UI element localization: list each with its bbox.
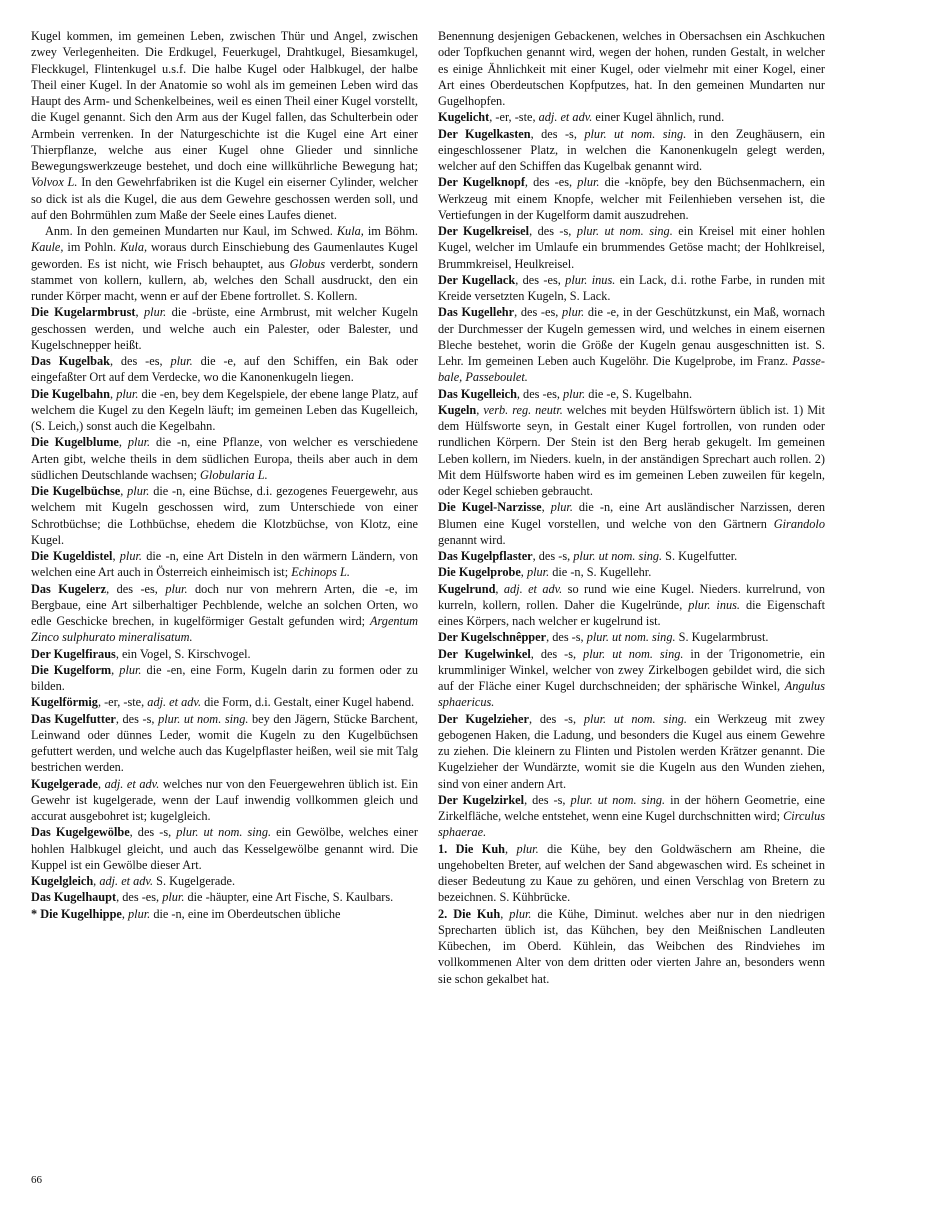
- italic-term: Argentum Zinco sulphurato mineralisatum.: [31, 614, 418, 645]
- entry-text: , des -es,: [116, 890, 163, 905]
- headword: Kugeln: [438, 402, 477, 417]
- italic-term: plur. ut nom. sing.: [586, 630, 676, 645]
- entry-text: S. Kugelfutter.: [662, 549, 738, 563]
- headword: Kugelförmig: [31, 695, 98, 710]
- entry-text: bey den Jägern, Stücke Barchent, Leinwand oder dünnes Leder, womit die Kugeln zu den Kugelbüchsen gefuttert werden, und welche auch das Kugelpflaster heißen, weil sie mit Talg bestrichen werden.: [31, 711, 418, 775]
- entry-text: S. Kugelgerade.: [153, 874, 236, 888]
- entry-text: welches mit beyden Hülfswörtern üblich ist. 1) Mit dem Hülfsworte seyn, in Gestalt einer Kugel fortrollen, von runden oder rundlichen Körpern. Der Stein ist den Berg herab gekugelt. Im gemeinen Leben kollern, im Nieders. kueln, in der anständigen Sprechart auch rollen. 2) Mit dem Hülfsworte haben wird es im gemeinen Leben zuweilen für kegeln, oder Kegel schieben gebraucht.: [438, 402, 825, 498]
- dictionary-entry: [31, 304, 418, 353]
- headword: Das Kugelhaupt: [31, 890, 117, 905]
- italic-term: plur. ut nom. sing.: [576, 224, 673, 238]
- entry-text: die Kühe, bey den Goldwäschern am Rheine, die ungehobelten Breter, auf welchen der Sand abgewaschen wird. Es scheinet in dieser Bedeutung zu Kaue zu gehören, und einen Verschlag von Bretern zu bezeichnen. S. Kühbrücke.: [438, 841, 825, 905]
- entry-text: Kugel kommen, im gemeinen Leben, zwischen Thür und Angel, zwischen zwey Verlegenheiten. Die Erdkugel, Feuerkugel, Drahtkugel, Biesamkugel, Fleckkugel, Flintenkugel u.s.f. Die halbe Kugel oder Halbkugel, der halbe Theil einer Kugel. In der Anatomie so wohl als im gemeinen Leben wird das Haupt des Arm- und Schenkelbeines, weil es einen Theil einer Kugel vorstellt, die Kugel genannt. Sich den Arm aus der Kugel fallen, das Schulterbein oder Armbein verrenken. In der Naturgeschichte ist die Kugel eine Art einer Thierpflanze, welche aus einer Kugel ohne Glieder und sinnliche Bewegungswerkzeuge bestehet, und doch eine willkührliche Bewegung hat;: [31, 29, 418, 173]
- entry-text: die Eigenschaft eines Körpers, nach welcher er kugelrund ist.: [438, 597, 825, 628]
- italic-term: plur.: [526, 565, 550, 580]
- italic-term: adj. et adv.: [503, 581, 563, 596]
- italic-term: Volvox L.: [31, 175, 78, 190]
- entry-text: , ein Vogel, S. Kirschvogel.: [115, 646, 251, 661]
- italic-term: Passe-bale, Passeboulet.: [438, 354, 825, 385]
- entry-text: ,: [500, 906, 510, 921]
- dictionary-entry: [438, 272, 825, 305]
- italic-term: Echinops L.: [291, 565, 350, 580]
- dictionary-entry: [438, 841, 825, 906]
- italic-term: plur. ut nom. sing.: [158, 711, 249, 726]
- headword: Der Kugelknopf: [438, 175, 525, 190]
- entry-text: , -er, -ste,: [489, 110, 539, 125]
- entry-text: S. Kugelarmbrust.: [675, 630, 769, 645]
- dictionary-entry: [31, 483, 418, 548]
- italic-term: Kula,: [336, 224, 364, 238]
- entry-text: ,: [495, 581, 504, 596]
- headword: Der Kugelfiraus: [31, 646, 116, 661]
- entry-text: ,: [111, 662, 120, 677]
- dictionary-entry: [438, 646, 825, 711]
- entry-text: , des -s,: [529, 224, 577, 238]
- entry-text: , des -es,: [514, 305, 562, 320]
- continued-entry: [438, 28, 825, 109]
- italic-term: plur.: [144, 305, 167, 320]
- entry-text: ,: [120, 484, 128, 498]
- entry-text: , des -s,: [528, 711, 584, 726]
- entry-text: doch nur von mehrern Arten, die -e, im Bergbaue, eine Art silberhaltiger Pechblende, welche an solchen Orten, wo edle Geschicke brechen, in kugelförmiger Gestalt gefunden wird;: [31, 581, 418, 628]
- entry-text: , des -s,: [546, 630, 587, 645]
- headword: Kugelgerade: [31, 776, 98, 791]
- dictionary-entry: [31, 662, 418, 695]
- entry-text: die -häupter, eine Art Fische, S. Kaulbars.: [184, 890, 394, 905]
- entry-text: , des -es,: [106, 581, 166, 596]
- dictionary-entry: [31, 581, 418, 646]
- headword: Die Kugeldistel: [31, 549, 113, 563]
- entry-text: ,: [505, 841, 517, 856]
- italic-term: plur. ut nom. sing.: [573, 549, 663, 563]
- italic-term: adj. et adv.: [99, 874, 154, 888]
- headword: Die Kugelprobe: [438, 565, 521, 580]
- entry-text: ,: [121, 906, 129, 921]
- entry-text: die -n, eine im Oberdeutschen übliche: [150, 906, 341, 921]
- italic-term: plur.: [116, 386, 139, 401]
- italic-term: plur.: [509, 906, 532, 921]
- headword: Das Kugelleich: [438, 386, 517, 401]
- dictionary-entry: [31, 28, 418, 223]
- entry-text: , des -es,: [516, 386, 564, 401]
- headword: 1. Die Kuh: [438, 841, 505, 856]
- italic-term: adj. et adv.: [104, 776, 160, 791]
- dictionary-entry: [438, 581, 825, 630]
- headword: 2. Die Kuh: [438, 906, 501, 921]
- headword: * Die Kugelhippe: [31, 906, 122, 921]
- dictionary-entry: [31, 548, 418, 581]
- entry-text: ein Gewölbe, welches einer hohlen Halbkugel gleicht, und auch das Kesselgewölbe genannt wird. Die Kuppel ist ein Gewölbe dieser Art.: [31, 825, 418, 872]
- headword: Die Kugelbahn: [31, 386, 110, 401]
- entry-text: ,: [541, 500, 551, 515]
- italic-term: plur. inus.: [565, 272, 616, 287]
- entry-text: die -n, S. Kugellehr.: [549, 565, 652, 580]
- entry-text: , des -es,: [524, 175, 578, 190]
- headword: Der Kugelzirkel: [438, 792, 525, 807]
- headword: Kugelicht: [438, 110, 490, 125]
- entry-text: woraus durch Einschiebung des Gaumenlautes Kugel geworden. Es ist nicht, wie Frisch behauptet, aus: [31, 240, 418, 271]
- dictionary-entry: [31, 386, 418, 435]
- entry-text: in der Trigonometrie, ein krummliniger Winkel, welcher von zwey Zirkelbogen gebildet wird, die sich auf der Fläche einer Kugel durchschneiden; der sphärische Winkel,: [438, 646, 825, 693]
- italic-term: Circulus sphaerae.: [438, 809, 825, 840]
- headword: Das Kugelpflaster: [438, 549, 533, 563]
- entry-text: die -en, bey dem Kegelspiele, der ebene lange Platz, auf welchem die Kugel zu den Kegeln läuft; im gemeinen Leben das Kugelleich, (S. Leich,) sonst auch die Kegelbahn.: [31, 386, 418, 433]
- italic-term: plur.: [562, 305, 585, 320]
- entry-text: die -brüste, eine Armbrust, mit welcher Kugeln geschossen werden, und welche auch ein Palester, oder Balester, und Kugelschnepper heißt.: [31, 305, 418, 352]
- dictionary-entry: [31, 353, 418, 386]
- entry-text: die -n, eine Art Disteln in den wärmern Ländern, von welchen eine Art auch in Österreich einheimisch ist;: [31, 549, 418, 580]
- dictionary-entry: [438, 109, 825, 125]
- entry-text: die -knöpfe, bey den Büchsenmachern, ein Werkzeug mit einem Knopfe, welcher mit Feilenhieben versehen ist, die Vertiefungen in der Kugelform damit auszudrehen.: [438, 175, 825, 222]
- headword: Die Kugelbüchse: [31, 484, 121, 498]
- dictionary-entry: [438, 792, 825, 841]
- entry-text: ,: [109, 386, 117, 401]
- entry-text: Benennung desjenigen Gebackenen, welches in Obersachsen ein Aschkuchen oder Topfkuchen genannt wird, wegen der hohen, runden Gestalt, in welcher es einige Ähnlichkeit mit einer Kugel, oder vielmehr mit einer Kogel, einer Art eines Oberdeutschen Kopfputzes, hat. In den gemeinen Mundarten nur Gugelhopfen.: [438, 29, 825, 108]
- italic-term: plur.: [516, 841, 539, 856]
- italic-term: plur. ut nom. sing.: [176, 825, 272, 840]
- headword: Kugelrund: [438, 581, 496, 596]
- dictionary-entry: [31, 646, 418, 662]
- headword: Der Kugelzieher: [438, 711, 529, 726]
- entry-text: die -n, eine Pflanze, von welcher es verschiedene Arten gibt, welche theils in dem südlichen Europa, theils aber auch in dem südlichen Deutschlande wachsen;: [31, 435, 418, 482]
- entry-text: in der höhern Geometrie, eine Zirkelfläche, welche entstehet, wenn eine Kugel durchschnitten wird;: [438, 792, 825, 823]
- italic-term: Kula,: [120, 240, 148, 255]
- entry-text: so rund wie eine Kugel. Nieders. kurrelrund, von kurreln, kollern, rollen. Daher die Kugelründe,: [438, 581, 825, 612]
- page-number: 66: [31, 1174, 42, 1186]
- headword: Das Kugelgewölbe: [31, 825, 130, 840]
- dictionary-entry: [31, 694, 418, 710]
- entry-text: , des -s,: [524, 792, 571, 807]
- headword: Die Kugelarmbrust: [31, 305, 136, 320]
- entry-text: die -e, S. Kugelbahn.: [585, 386, 693, 401]
- italic-term: plur. ut nom. sing.: [583, 711, 687, 726]
- entry-text: genannt wird.: [438, 532, 506, 547]
- italic-term: adj. et adv.: [538, 110, 593, 125]
- italic-term: plur.: [550, 500, 573, 515]
- entry-text: im Pohln.: [63, 240, 121, 255]
- entry-text: ,: [520, 565, 527, 580]
- entry-text: ,: [135, 305, 144, 320]
- italic-term: plur.: [162, 890, 185, 905]
- headword: Das Kugelerz: [31, 581, 107, 596]
- dictionary-entry: [438, 499, 825, 548]
- headword: Kugelgleich: [31, 874, 94, 888]
- italic-term: plur.: [563, 386, 586, 401]
- dictionary-entry: [438, 711, 825, 792]
- entry-text: welches nur von den Feuergewehren üblich ist. Ein Gewehr ist kugelgerade, wenn der Lauf inwendig vollkommen gleich und accurat ausgebohret ist; kugelgleich.: [31, 776, 418, 823]
- headword: Die Kugel-Narzisse: [438, 500, 542, 515]
- dictionary-entry: [31, 873, 418, 889]
- entry-text: die Form, d.i. Gestalt, einer Kugel habend.: [201, 695, 415, 710]
- dictionary-entry: [438, 304, 825, 385]
- dictionary-entry: [438, 548, 825, 564]
- headword: Die Kugelform: [31, 662, 112, 677]
- entry-text: einer Kugel ähnlich, rund.: [592, 110, 725, 125]
- italic-term: plur.: [170, 354, 193, 368]
- italic-term: plur.: [128, 906, 151, 921]
- italic-term: Angulus sphaericus.: [438, 679, 825, 710]
- dictionary-entry: [31, 776, 418, 825]
- italic-term: plur.: [127, 484, 150, 498]
- entry-text: im Böhm.: [363, 224, 418, 238]
- italic-term: Kaule,: [31, 240, 64, 255]
- entry-text: , des -s,: [530, 126, 585, 141]
- entry-text: ,: [118, 435, 128, 450]
- entry-text: , des -s,: [115, 711, 159, 726]
- entry-text: In den Gewehrfabriken ist die Kugel ein eiserner Cylinder, welcher so dick ist als die Kugel, die aus dem Gewehre geschossen werden soll, und auf den Bohrmühlen zum Maße der Seele eines Laufes dienet.: [31, 175, 418, 222]
- entry-text: , des -es,: [515, 272, 566, 287]
- italic-term: adj. et adv.: [147, 695, 202, 710]
- headword: Der Kugelkasten: [438, 126, 531, 141]
- entry-text: ein Lack, d.i. rothe Farbe, in runden mit Kreide versetzten Kugeln, S. Lack.: [438, 272, 825, 303]
- dictionary-entry: [438, 629, 825, 645]
- entry-text: die -e, in der Geschützkunst, ein Maß, wornach der Durchmesser der Kugeln gemessen wird, und welches in einem eisernen Bleche bestehet, worin die Größe der Kugeln genau ausgeschnitten ist. S. Lehr. Im gemeinen Leben auch Kugelöhr. Die Kugelprobe, im Franz.: [438, 305, 825, 368]
- italic-term: plur. ut nom. sing.: [584, 126, 687, 141]
- entry-text: die Kühe, Diminut. welches aber nur in den niedrigen Sprecharten üblich ist, das Kühchen, bey den Meißnischen Landleuten Kübechen, im Oberd. Kühlein, das Weibchen des Rindviehes im vollkommenen Alter von dem dritten oder vierten Jahre an, besonders wenn sie schon gekalbet hat.: [438, 906, 825, 986]
- dictionary-entry: [31, 711, 418, 776]
- dictionary-entry: [31, 824, 418, 873]
- entry-text: verderbt, sondern stammet von kollern, kullern, ab, welches den Schall ausdruckt, den ein runder Körper macht, wenn er auf der Ebene fortrollet. S. Kollern.: [31, 256, 418, 303]
- italic-term: plur. inus.: [688, 597, 740, 612]
- entry-text: Anm. In den gemeinen Mundarten nur Kaul, im Schwed.: [45, 224, 337, 238]
- headword: Der Kugelwinkel: [438, 646, 531, 661]
- dictionary-entry: [31, 434, 418, 483]
- entry-text: ,: [93, 874, 100, 888]
- annotation-paragraph: [31, 223, 418, 304]
- italic-term: verb. reg. neutr.: [483, 402, 563, 417]
- headword: Der Kugellack: [438, 272, 516, 287]
- headword: Das Kugelbak: [31, 354, 110, 368]
- entry-text: , des -es,: [109, 354, 171, 368]
- entry-text: in den Zeughäusern, ein eingeschlossener Platz, in welchen die Kanonenkugeln gelegt werden, welcher auf den Schiffen das Kugelbak genannt wird.: [438, 126, 825, 173]
- entry-text: , des -s,: [129, 825, 177, 840]
- entry-text: die -n, eine Büchse, d.i. gezogenes Feuergewehr, aus welchem mit Kugeln geschossen wird, zum Unterschiede von einer Schrotbüchse; die Lothbüchse, ehedem die Klotzbüchse, von Klotz, eine Kugel.: [31, 484, 418, 547]
- entry-text: ,: [97, 776, 105, 791]
- right-column: [438, 28, 825, 1188]
- entry-text: die -n, eine Art ausländischer Narzissen, deren Blumen eine Kugel vorstellen, und welche von den Gärtnern: [438, 500, 825, 531]
- italic-term: plur. ut nom. sing.: [570, 792, 666, 807]
- entry-text: die -e, auf den Schiffen, ein Bak oder eingefaßter Ort auf dem Verdecke, wo die Kanonenkugeln liegen.: [31, 354, 418, 385]
- italic-term: plur.: [577, 175, 600, 190]
- entry-text: ,: [112, 549, 120, 563]
- entry-text: die -en, eine Form, Kugeln darin zu formen oder zu bilden.: [31, 662, 418, 693]
- headword: Die Kugelblume: [31, 435, 119, 450]
- dictionary-entry: [31, 889, 418, 905]
- dictionary-entry: [31, 906, 418, 922]
- dictionary-entry: [438, 174, 825, 223]
- italic-term: Globularia L.: [200, 467, 268, 482]
- entry-text: , -er, -ste,: [97, 695, 148, 710]
- italic-term: plur.: [165, 581, 188, 596]
- left-column: [31, 28, 418, 1178]
- headword: Das Kugelfutter: [31, 711, 116, 726]
- dictionary-entry: [438, 564, 825, 580]
- italic-term: Girandolo: [773, 516, 825, 531]
- dictionary-entry: [438, 386, 825, 402]
- headword: Der Kugelschnêpper: [438, 630, 547, 645]
- italic-term: plur. ut nom. sing.: [583, 646, 684, 661]
- italic-term: Globus: [289, 256, 326, 271]
- dictionary-entry: [438, 223, 825, 272]
- entry-text: ,: [476, 402, 484, 417]
- dictionary-entry: [438, 906, 825, 987]
- italic-term: plur.: [127, 435, 151, 450]
- dictionary-entry: [438, 126, 825, 175]
- italic-term: plur.: [119, 549, 142, 563]
- italic-term: plur.: [119, 662, 142, 677]
- entry-text: ein Kreisel mit einer hohlen Kugel, welcher im Umlaufe ein brummendes Getöse macht; der Hohlkreisel, Brummkreisel, Heulkreisel.: [438, 224, 825, 271]
- entry-text: , des -s,: [532, 549, 574, 563]
- dictionary-entry: [438, 402, 825, 500]
- entry-text: , des -s,: [530, 646, 584, 661]
- headword: Der Kugelkreisel: [438, 224, 530, 238]
- headword: Das Kugellehr: [438, 305, 515, 320]
- entry-text: ein Werkzeug mit zwey gebogenen Haken, die Ladung, und besonders die Kugel aus einem Gewehre zu ziehen. Die kleinern zu Flinten und Pistolen werden Krätzer genannt. Die Kugelzieher der Wundärzte, womit sie die Kugeln aus den Wunden ziehen, sind von einer andern Art.: [438, 711, 825, 791]
